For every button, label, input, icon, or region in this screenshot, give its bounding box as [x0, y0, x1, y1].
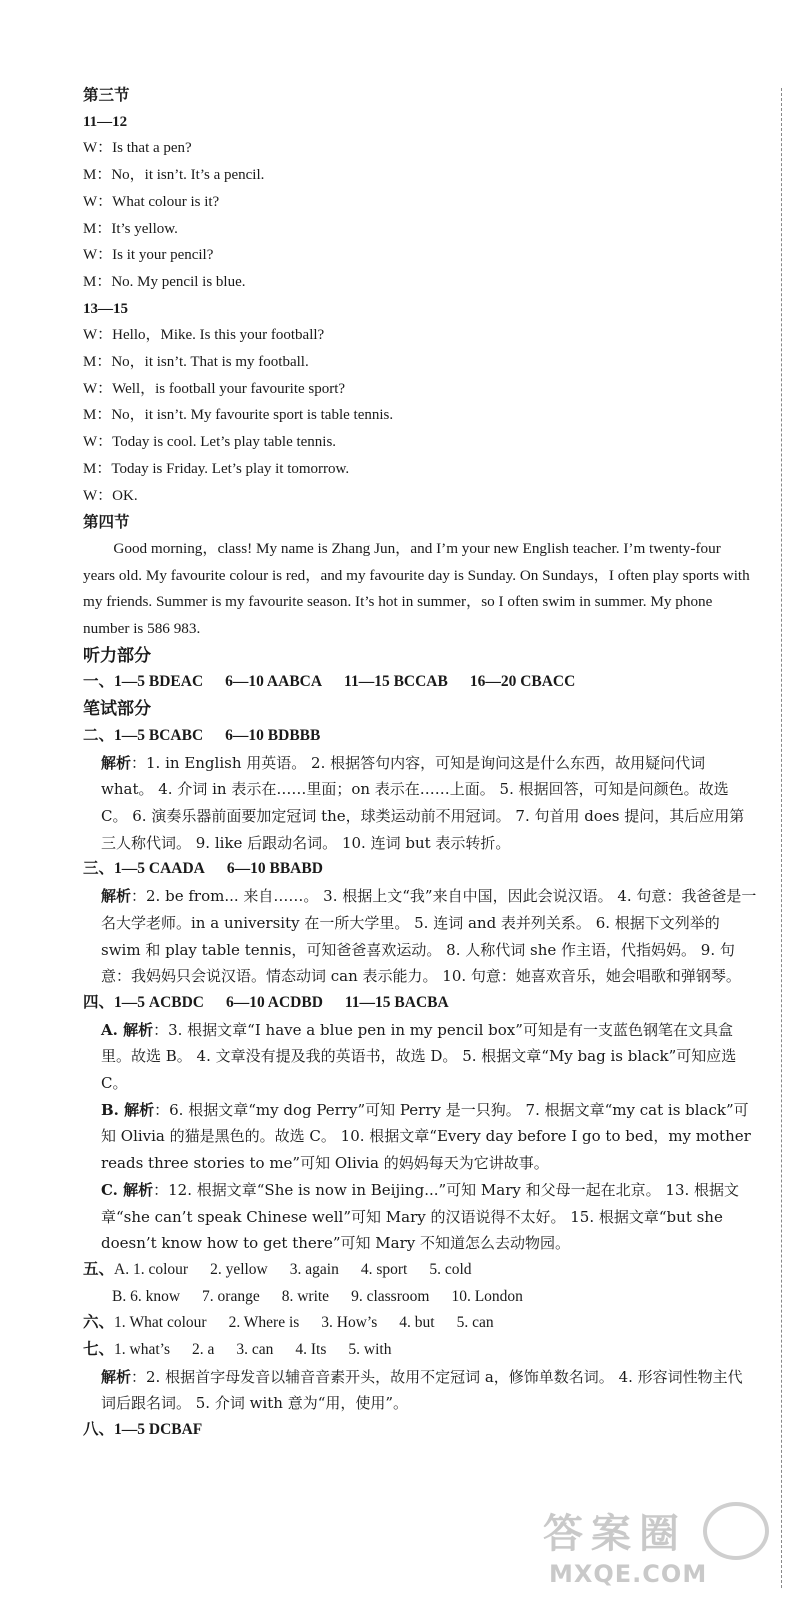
q7-item: 2. a: [191, 1341, 215, 1359]
q6-item: 3. How’s: [321, 1314, 378, 1332]
q2-explanation-label: 解析: [101, 753, 132, 772]
answers-q6: [83, 1310, 763, 1337]
q3-explanation-text: ：2. be from... 来自……。 3. 根据上文“我”来自中国，因此会说汉语。 4. 句意：我爸爸是一名大学老师。in a university 在一所大学里。 5. 连词 and 表并列关系。 6. 根据下文列举的 swim 和 play table tennis，可知爸爸喜欢运动。 8. 人称代词 she 作主语，代指妈妈。 9. 句意：我妈妈只会说汉语。情态动词 can 表示能力。 10. 句意：她喜欢音乐，她会唱歌和弹钢琴。: [101, 887, 757, 986]
q5-b-item: 7. orange: [202, 1287, 260, 1305]
dialogue-line: M：No，it isn’t. That is my football.: [83, 354, 309, 371]
dialogue-line: M：No，it isn’t. My favourite sport is table tennis.: [83, 407, 394, 424]
q4-part-b-text: ：6. 根据文章“my dog Perry”可知 Perry 是一只狗。 7. 根据文章“my cat is black”可知 Olivia 的猫是黑色的。故选 C。 10. 根据文章“Every day before I go to bed，my mother reads three stories to me”可知 Olivia 的妈妈每天为它讲故事。: [101, 1100, 751, 1173]
dialogue-line: W：What colour is it?: [83, 193, 220, 210]
q5-a-item: 5. cold: [429, 1260, 472, 1278]
answers-q4: [83, 990, 763, 1017]
q5-b-item: 9. classroom: [351, 1287, 430, 1305]
answers-q7: [83, 1337, 763, 1364]
q3-answers-6-10: 6—10 BBABD: [226, 860, 323, 878]
q4-section-number: 四、: [83, 993, 115, 1011]
q3-explanation: [83, 883, 757, 990]
q5-a-item: 2. yellow: [210, 1260, 268, 1278]
dialogue-line: M：It’s yellow.: [83, 220, 178, 237]
site-watermark-logo: [543, 1502, 775, 1594]
q1-section-number: 一、: [83, 673, 115, 691]
q2-section-number: 二、: [83, 726, 115, 744]
dialogue-line: W：Today is cool. Let’s play table tennis.: [83, 434, 337, 451]
q5-a-item: A. 1. colour: [114, 1260, 189, 1278]
q1-answers-6-10: 6—10 AABCA: [225, 673, 323, 691]
q4-part-a-text: ：3. 根据文章“I have a blue pen in my pencil box”可知是有一支蓝色钢笔在文具盒里。故选 B。 4. 文章没有提及我的英语书，故选 D。 5. 根据文章“My bag is black”可知应选 C。: [101, 1020, 737, 1093]
q2-explanation-text: ：1. in English 用英语。 2. 根据答句内容，可知是询问这是什么东西，故用疑问代词 what。 4. 介词 in 表示在……里面；on 表示在……上面。 5. 根据回答，可知是问颜色。故选 C。 6. 演奏乐器前面要加定冠词 the，球类运动前不用冠词。 7. 句首用 does 提问，其后应用第三人称代词。 9. like 后跟动名词。 10. 连词 but 表示转折。: [101, 753, 745, 852]
q4-part-b-explanation: [83, 1097, 757, 1177]
q4-part-c-explanation: [83, 1177, 757, 1257]
watermark-circle-icon: [703, 1502, 769, 1560]
q2-answers-6-10: 6—10 BDBBB: [225, 726, 321, 744]
q4-part-c-text: ：12. 根据文章“She is now in Beijing...”可知 Mary 和父母一起在北京。 13. 根据文章“she can’t speak Chinese well”可知 Mary 的汉语说得不太好。 15. 根据文章“but she doesn’t know how to get there”可知 Mary 不知道怎么去动物园。: [101, 1180, 740, 1253]
page-content: [83, 82, 763, 1444]
section4-paragraph: Good morning，class! My name is Zhang Jun，and I’m your new English teacher. I’m twenty-four years old. My favourite colour is red，and my favourite day is Sunday. On Sundays，I often play sports with my friends. Summer is my favourite season. It’s hot in summer，so I often swim in summer. My phone number is 586 983.: [83, 539, 750, 638]
q1-answers-16-20: 16—20 CBACC: [469, 673, 576, 691]
q7-explanation-text: ：2. 根据首字母发音以辅音音素开头，故用不定冠词 a，修饰单数名词。 4. 形容词性物主代词后跟名词。 5. 介词 with 意为“用，使用”。: [101, 1367, 743, 1413]
q7-explanation-label: 解析: [101, 1367, 132, 1386]
written-heading: 笔试部分: [83, 699, 151, 720]
answers-q3: [83, 856, 763, 883]
q5-a-item: 4. sport: [360, 1260, 408, 1278]
answers-q5-a: [83, 1257, 763, 1284]
dialogue-line: M：Today is Friday. Let’s play it tomorrow.: [83, 460, 350, 477]
section3-group2-range: 13—15: [83, 300, 128, 317]
section3-title: 第三节: [83, 86, 130, 104]
q1-answers-1-5: 1—5 BDEAC: [114, 673, 204, 691]
q3-section-number: 三、: [83, 860, 115, 878]
listening-heading: 听力部分: [83, 645, 151, 666]
q7-item: 4. Its: [295, 1341, 327, 1359]
answers-q8: [83, 1417, 763, 1444]
q4-answers-1-5: 1—5 ACBDC: [114, 993, 205, 1011]
q2-answers-1-5: 1—5 BCABC: [114, 726, 204, 744]
q3-answers-1-5: 1—5 CAADA: [114, 860, 205, 878]
dialogue-line: M：No. My pencil is blue.: [83, 273, 246, 290]
q4-part-a-label: A. 解析: [101, 1020, 154, 1039]
dialogue-line: W：Well，is football your favourite sport?: [83, 380, 346, 397]
q6-section-number: 六、: [83, 1314, 115, 1332]
q6-item: 1. What colour: [114, 1314, 207, 1332]
q5-b-item: B. 6. know: [112, 1287, 181, 1305]
q7-item: 5. with: [348, 1341, 392, 1359]
q7-section-number: 七、: [83, 1341, 115, 1359]
q4-answers-11-15: 11—15 BACBA: [344, 993, 449, 1011]
answers-q5-b: [83, 1284, 763, 1311]
section3-group1-range: 11—12: [83, 113, 128, 130]
answers-q1: [83, 669, 763, 696]
q1-answers-11-15: 11—15 BCCAB: [344, 673, 448, 691]
q4-part-a-explanation: [83, 1017, 757, 1097]
q5-b-item: 8. write: [281, 1287, 330, 1305]
q7-item: 3. can: [236, 1341, 274, 1359]
q6-item: 4. but: [399, 1314, 435, 1332]
dialogue-line: W：OK.: [83, 487, 138, 504]
q6-item: 5. can: [456, 1314, 494, 1332]
q7-item: 1. what’s: [114, 1341, 170, 1359]
q6-item: 2. Where is: [228, 1314, 300, 1332]
watermark-en-text: MXQE.COM: [549, 1560, 708, 1588]
dialogue-line: W：Hello，Mike. Is this your football?: [83, 327, 325, 344]
q5-section-number: 五、: [83, 1260, 115, 1278]
dashed-margin-rule: [781, 88, 782, 1588]
dialogue-line: W：Is that a pen?: [83, 140, 192, 157]
q8-section-number: 八、: [83, 1421, 115, 1439]
q8-answers-1-5: 1—5 DCBAF: [114, 1421, 203, 1439]
dialogue-line: M：No，it isn’t. It’s a pencil.: [83, 167, 265, 184]
q4-answers-6-10: 6—10 ACDBD: [226, 993, 323, 1011]
section4-title: 第四节: [83, 513, 130, 532]
q5-b-item: 10. London: [451, 1287, 523, 1305]
q2-explanation: [83, 750, 757, 857]
q7-explanation: [83, 1364, 757, 1417]
watermark-cn-text: 答案圈: [543, 1511, 687, 1557]
dialogue-line: W：Is it your pencil?: [83, 247, 214, 264]
q3-explanation-label: 解析: [101, 887, 132, 906]
q4-part-c-label: C. 解析: [101, 1180, 154, 1199]
q5-a-item: 3. again: [289, 1260, 339, 1278]
q4-part-b-label: B. 解析: [101, 1100, 155, 1119]
answers-q2: [83, 723, 763, 750]
